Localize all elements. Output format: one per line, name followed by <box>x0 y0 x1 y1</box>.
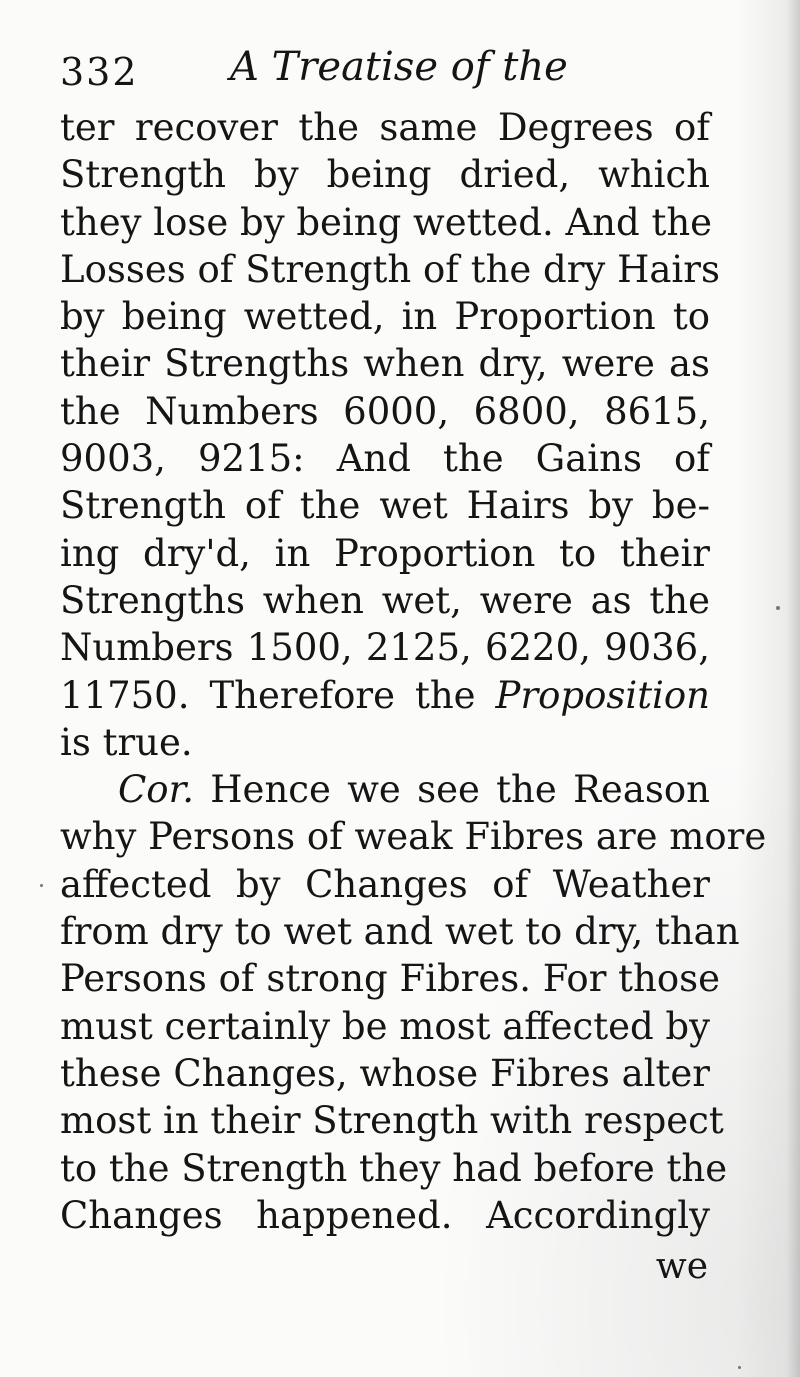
text-line: why Persons of weak Fibres are more <box>60 815 767 859</box>
text-line: these Changes, whose Fibres alter <box>60 1051 710 1095</box>
text-line: Strengths when wet, were as the <box>60 578 710 622</box>
paper-speck <box>40 884 43 887</box>
text-line: to the Strength they had before the <box>60 1146 728 1190</box>
text-line: 11750. Therefore the Proposition <box>60 673 710 717</box>
page-header <box>60 38 720 100</box>
page-number: 332 <box>60 50 139 94</box>
text-line: ter recover the same Degrees of <box>60 106 710 149</box>
paper-speck <box>738 1366 741 1369</box>
running-head: A Treatise of the <box>230 44 568 90</box>
corollary-line: Cor. Hence we see the Reason <box>118 768 710 812</box>
text-line: Strength by being dried, which <box>60 153 710 197</box>
text-line: their Strengths when dry, were as <box>60 342 710 386</box>
text-line: most in their Strength with respect <box>60 1099 724 1143</box>
text-line: affected by Changes of Weather <box>60 862 710 906</box>
text-line: Changes happened. Accordingly <box>60 1193 710 1237</box>
page-edge-shadow <box>786 0 800 1377</box>
paper-speck <box>776 606 780 610</box>
corollary-label: Cor. <box>118 768 194 812</box>
text-line: Strength of the wet Hairs by be- <box>60 484 710 528</box>
text-line: ing dry'd, in Proportion to their <box>60 531 710 575</box>
catchword: we <box>655 1246 708 1287</box>
text-line: from dry to wet and wet to dry, than <box>60 910 740 954</box>
text-line: Numbers 1500, 2125, 6220, 9036, <box>60 626 710 670</box>
text-line: must certainly be most affected by <box>60 1004 711 1048</box>
text-line: 9003, 9215: And the Gains of <box>60 437 710 481</box>
text-line: is true. <box>60 720 193 764</box>
text-line: the Numbers 6000, 6800, 8615, <box>60 389 710 433</box>
text-line: Losses of Strength of the dry Hairs <box>60 247 720 291</box>
text-line: they lose by being wetted. And the <box>60 200 713 244</box>
italic-word: Proposition <box>495 673 710 717</box>
text-line: by being wetted, in Proportion to <box>60 295 710 339</box>
body-text <box>60 104 767 1239</box>
text-line: Persons of strong Fibres. For those <box>60 957 721 1001</box>
